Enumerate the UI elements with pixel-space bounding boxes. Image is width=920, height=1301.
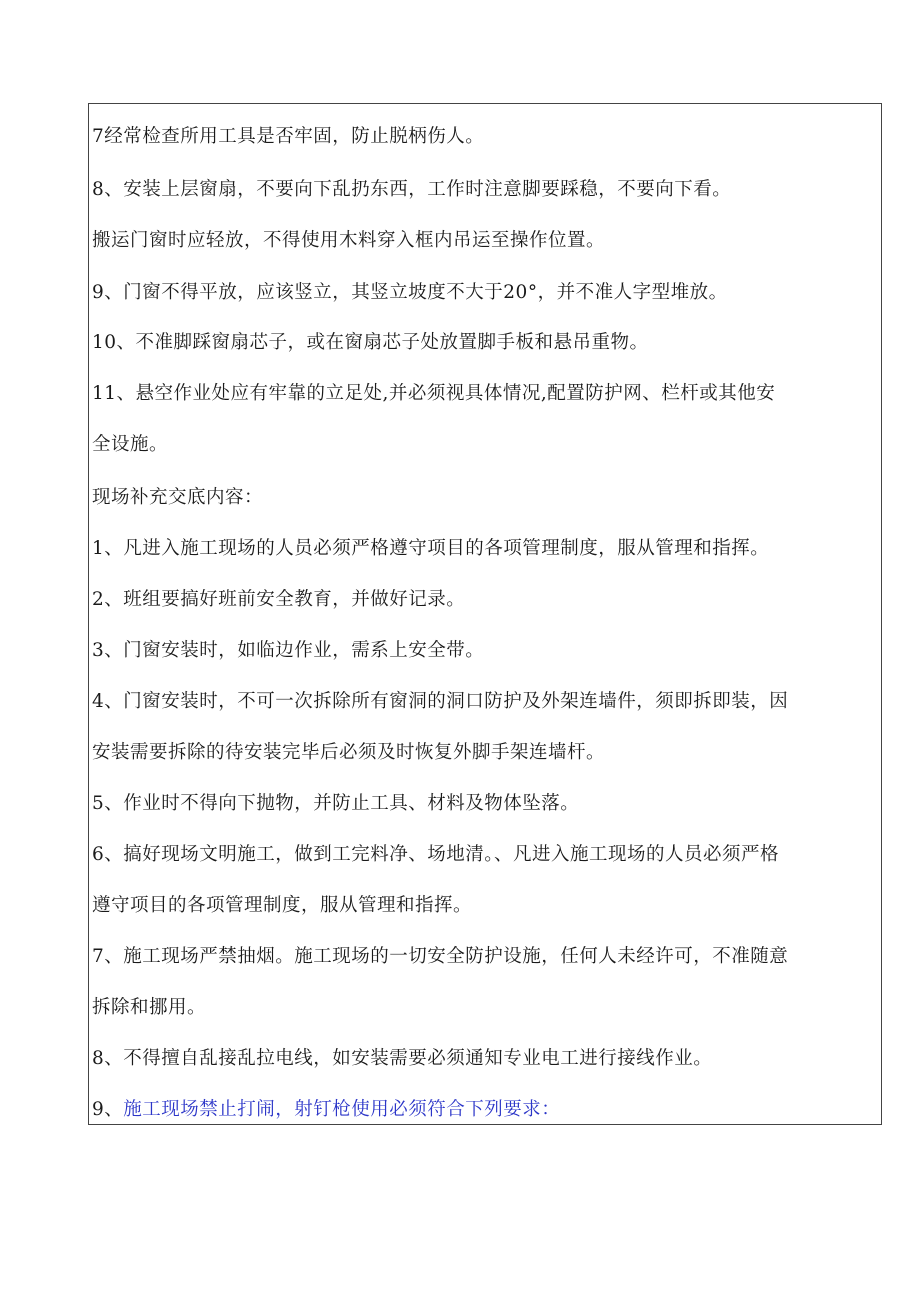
text-line: 5、作业时不得向下抛物，并防止工具、材料及物体坠落。	[92, 793, 580, 814]
text-line: 7经常检查所用工具是否牢固，防止脱柄伤人。	[92, 126, 485, 147]
document-frame	[88, 103, 882, 1125]
text-line: 11、悬空作业处应有牢靠的立足处,并必须视具体情况,配置防护网、栏杆或其他安	[92, 383, 776, 404]
text-line: 4、门窗安装时，不可一次拆除所有窗洞的洞口防护及外架连墙件，须即拆即装，因	[92, 691, 789, 712]
text-line-highlighted	[92, 1097, 880, 1123]
text-line: 拆除和挪用。	[92, 997, 207, 1018]
text-line: 3、门窗安装时，如临边作业，需系上安全带。	[92, 640, 485, 661]
text-line: 8、安装上层窗扇，不要向下乱扔东西，工作时注意脚要踩稳，不要向下看。	[92, 179, 732, 200]
text-line: 1、凡进入施工现场的人员必须严格遵守项目的各项管理制度，服从管理和指挥。	[92, 538, 770, 559]
text-line: 10、不准脚踩窗扇芯子，或在窗扇芯子处放置脚手板和悬吊重物。	[92, 332, 649, 353]
text-line: 9、门窗不得平放，应该竖立，其竖立坡度不大于20°，并不准人字型堆放。	[92, 282, 728, 303]
text-line: 8、不得擅自乱接乱拉电线，如安装需要必须通知专业电工进行接线作业。	[92, 1048, 713, 1069]
text-line: 安装需要拆除的待安装完毕后必须及时恢复外脚手架连墙杆。	[92, 742, 606, 763]
text-line: 搬运门窗时应轻放，不得使用木料穿入框内吊运至操作位置。	[92, 230, 606, 251]
text-line: 全设施。	[92, 434, 169, 455]
text-line: 遵守项目的各项管理制度，服从管理和指挥。	[92, 895, 473, 916]
text-line: 7、施工现场严禁抽烟。施工现场的一切安全防护设施，任何人未经许可，不准随意	[92, 946, 789, 967]
highlighted-text: 施工现场禁止打闹，射钉枪使用必须符合下列要求：	[123, 1099, 561, 1120]
text-line: 现场补充交底内容：	[92, 487, 264, 508]
item-number: 9、	[92, 1099, 124, 1120]
text-line: 6、搞好现场文明施工，做到工完料净、场地清。、凡进入施工现场的人员必须严格	[92, 844, 780, 865]
text-line: 2、班组要搞好班前安全教育，并做好记录。	[92, 589, 466, 610]
